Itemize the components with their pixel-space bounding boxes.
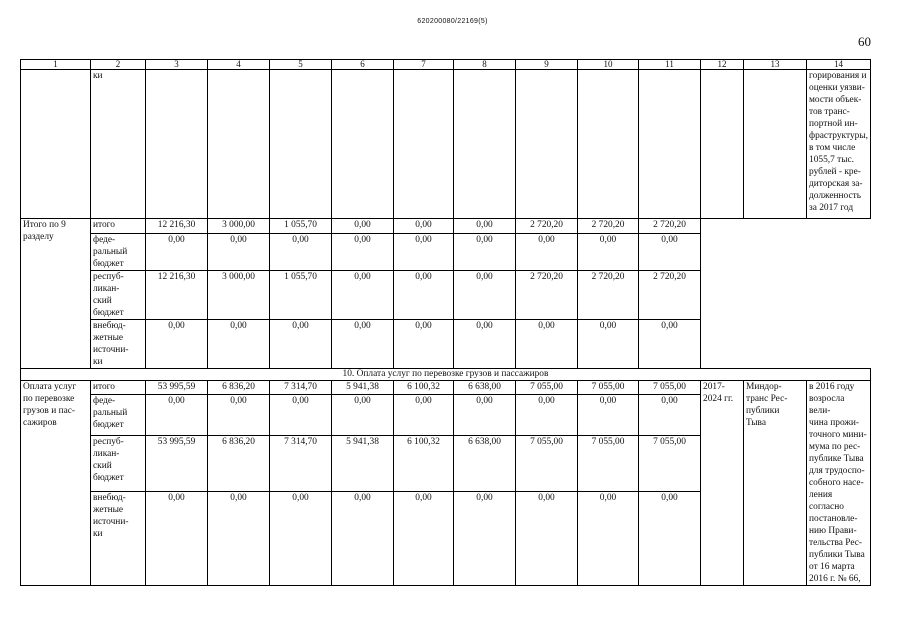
value-cell — [332, 381, 394, 395]
value-cell-text: 6 836,20 — [222, 437, 255, 448]
value-cell — [208, 395, 270, 436]
value-cell-text: 0,00 — [354, 220, 371, 230]
value-cell — [639, 395, 701, 436]
value-cell — [146, 219, 208, 234]
value-cell-text: 7 055,00 — [653, 437, 686, 448]
value-cell — [332, 234, 394, 271]
value-cell — [270, 492, 332, 586]
value-cell — [454, 219, 516, 234]
column-number-text: 9 — [544, 59, 549, 69]
value-cell — [270, 395, 332, 436]
value-cell — [146, 234, 208, 271]
value-cell — [208, 320, 270, 369]
value-cell — [208, 436, 270, 492]
value-cell — [332, 492, 394, 586]
value-cell — [639, 219, 701, 234]
value-cell — [578, 219, 639, 234]
funding-source — [91, 320, 146, 369]
value-cell-text: 0,00 — [599, 321, 617, 331]
value-cell-text: 0,00 — [415, 321, 432, 331]
value-cell-text: 7 314,70 — [284, 437, 317, 448]
value-cell — [208, 381, 270, 395]
value-cell-text: 0,00 — [415, 220, 432, 230]
column-number-text: 1 — [53, 59, 58, 69]
cell-empty — [394, 70, 454, 219]
column-number-text: 3 — [174, 59, 179, 69]
column-number — [394, 60, 454, 70]
value-cell — [332, 219, 394, 234]
value-cell — [208, 234, 270, 271]
value-cell-text: 1 055,70 — [284, 220, 317, 230]
cell-empty — [332, 70, 394, 219]
value-cell — [454, 320, 516, 369]
budget-table — [20, 59, 871, 586]
cell-empty — [516, 70, 578, 219]
value-cell — [146, 271, 208, 320]
column-number-text: 12 — [717, 59, 727, 69]
column-number — [454, 60, 516, 70]
value-cell-text: 3 000,00 — [222, 220, 255, 230]
value-cell — [208, 271, 270, 320]
value-cell — [270, 219, 332, 234]
column-number — [516, 60, 578, 70]
funding-source-text: внебюд- жетные источни- ки — [93, 493, 129, 540]
column-number — [639, 60, 701, 70]
section-title-row — [21, 369, 871, 381]
value-cell-text: 0,00 — [538, 321, 555, 331]
value-cell-text: 0,00 — [661, 235, 678, 245]
value-cell — [146, 320, 208, 369]
value-cell — [516, 492, 578, 586]
value-cell-text: 0,00 — [168, 396, 185, 407]
column-number — [332, 60, 394, 70]
value-cell-text: 0,00 — [354, 235, 371, 245]
value-cell — [208, 219, 270, 234]
row-label-text: Оплата услуг по перевозке грузов и пас- сажиров — [23, 382, 77, 428]
funding-source-text: ки — [93, 71, 103, 81]
value-cell-text: 0,00 — [476, 235, 493, 245]
value-cell — [394, 492, 454, 586]
value-cell — [639, 492, 701, 586]
funding-source-text: итого — [93, 220, 115, 230]
value-cell-text: 2 720,20 — [653, 272, 686, 282]
value-cell-text: 7 055,00 — [530, 437, 563, 448]
column-number — [208, 60, 270, 70]
funding-source-text: внебюд- жетные источни- ки — [93, 321, 129, 367]
value-cell-text: 5 941,38 — [346, 382, 379, 392]
value-cell-text: 0,00 — [354, 321, 371, 331]
value-cell — [454, 492, 516, 586]
cell-empty — [146, 70, 208, 219]
value-cell — [454, 234, 516, 271]
value-cell-text: 0,00 — [292, 396, 309, 407]
cell-empty — [744, 70, 807, 219]
value-cell-text: 7 055,00 — [653, 382, 686, 392]
value-cell-text: 0,00 — [292, 493, 309, 504]
value-cell — [270, 271, 332, 320]
note-text-text: горирования и оценки уязви- мости объек- тов транс- портной ин- фраструктуры, в том числе 1055,7 тыс. рублей - кре- диторская за- долженность за 2017 год — [809, 71, 868, 213]
itogo9-row — [21, 219, 871, 234]
value-cell-text: 0,00 — [661, 493, 678, 504]
value-cell-text: 7 055,00 — [530, 382, 563, 392]
value-cell — [332, 271, 394, 320]
page-number: 60 — [858, 34, 871, 49]
value-cell-text: 6 100,32 — [407, 437, 440, 448]
value-cell-text: 53 995,59 — [157, 382, 196, 392]
value-cell-text: 0,00 — [476, 493, 493, 504]
note-text — [807, 70, 871, 219]
cell-empty — [701, 219, 871, 369]
value-cell-text: 0,00 — [292, 321, 309, 331]
value-cell — [394, 436, 454, 492]
value-cell-text: 0,00 — [415, 493, 432, 504]
value-cell-text: 0,00 — [538, 396, 555, 407]
value-cell — [270, 234, 332, 271]
funding-source — [91, 395, 146, 436]
value-cell-text: 0,00 — [476, 396, 493, 407]
column-number-text: 13 — [770, 59, 780, 69]
value-cell — [332, 320, 394, 369]
funding-source — [91, 436, 146, 492]
value-cell-text: 0,00 — [476, 272, 493, 282]
value-cell-text: 2 720,20 — [591, 272, 625, 282]
value-cell — [516, 381, 578, 395]
header-row — [21, 60, 871, 70]
funding-source-text: респуб- ликан- ский бюджет — [93, 272, 124, 318]
value-cell-text: 0,00 — [661, 321, 678, 331]
column-number-text: 8 — [482, 59, 487, 69]
value-cell-text: 0,00 — [538, 493, 555, 504]
value-cell-text: 0,00 — [538, 235, 555, 245]
value-cell — [146, 436, 208, 492]
column-number-text: 5 — [298, 59, 303, 69]
value-cell — [578, 271, 639, 320]
funding-source — [91, 219, 146, 234]
column-number-text: 4 — [236, 59, 241, 69]
column-number — [270, 60, 332, 70]
row-label — [21, 381, 91, 586]
value-cell — [454, 395, 516, 436]
value-cell-text: 2 720,20 — [653, 220, 686, 230]
funding-source — [91, 70, 146, 219]
value-cell-text: 0,00 — [230, 235, 247, 245]
value-cell — [146, 395, 208, 436]
value-cell-text: 0,00 — [168, 235, 185, 245]
period-cell-text: 2017- 2024 гг. — [703, 382, 734, 404]
value-cell-text: 0,00 — [230, 396, 247, 407]
funding-source — [91, 381, 146, 395]
value-cell-text: 6 100,32 — [407, 382, 440, 392]
section-title-text: 10. Оплата услуг по перевозке грузов и пассажиров — [342, 369, 549, 379]
value-cell-text: 0,00 — [354, 493, 371, 504]
cell-empty — [454, 70, 516, 219]
value-cell — [639, 320, 701, 369]
value-cell — [454, 271, 516, 320]
column-number — [578, 60, 639, 70]
funding-source-text: феде- ральный бюджет — [93, 396, 128, 431]
value-cell-text: 12 216,30 — [157, 220, 196, 230]
value-cell-text: 0,00 — [599, 235, 617, 245]
value-cell-text: 2 720,20 — [591, 220, 625, 230]
section10-row — [21, 381, 871, 395]
value-cell-text: 2 720,20 — [530, 272, 563, 282]
value-cell — [394, 234, 454, 271]
period-cell — [701, 381, 744, 586]
value-cell-text: 6 638,00 — [468, 437, 501, 448]
value-cell — [516, 436, 578, 492]
cell-empty — [270, 70, 332, 219]
value-cell-text: 0,00 — [599, 396, 617, 407]
value-cell — [578, 381, 639, 395]
value-cell — [332, 436, 394, 492]
funding-source-text: респуб- ликан- ский бюджет — [93, 437, 124, 484]
value-cell — [516, 219, 578, 234]
value-cell — [394, 271, 454, 320]
column-number-text: 2 — [115, 59, 121, 69]
cell-empty — [578, 70, 639, 219]
value-cell — [578, 320, 639, 369]
value-cell — [208, 492, 270, 586]
row-label — [21, 219, 91, 369]
column-number-text: 14 — [833, 59, 843, 69]
value-cell-text: 0,00 — [415, 235, 432, 245]
value-cell-text: 0,00 — [354, 272, 371, 282]
value-cell — [454, 381, 516, 395]
value-cell-text: 7 055,00 — [591, 382, 625, 392]
value-cell — [516, 395, 578, 436]
value-cell — [578, 395, 639, 436]
document-id: 620200080/22169(5) — [417, 18, 488, 25]
value-cell-text: 0,00 — [230, 321, 247, 331]
value-cell — [394, 381, 454, 395]
column-number — [701, 60, 744, 70]
value-cell-text: 0,00 — [415, 272, 432, 282]
column-number-text: 10 — [603, 59, 613, 69]
value-cell — [146, 381, 208, 395]
note-text-text: в 2016 году возросла вели- чина прожи- точного мини- мума по рес- публике Тыва для трудоспо- собного насе- ления согласно постановле- нию Прави- тельства Рес- публики Тыва от 16 марта 2016 г. № 66, — [809, 382, 867, 584]
column-number — [21, 60, 91, 70]
value-cell — [578, 234, 639, 271]
value-cell — [270, 320, 332, 369]
value-cell-text: 0,00 — [661, 396, 678, 407]
column-number-text: 6 — [360, 59, 365, 69]
value-cell-text: 6 638,00 — [468, 382, 501, 392]
cell-empty — [639, 70, 701, 219]
column-number — [807, 60, 871, 70]
value-cell — [516, 271, 578, 320]
value-cell — [639, 436, 701, 492]
value-cell — [454, 436, 516, 492]
column-number — [91, 60, 146, 70]
value-cell — [639, 234, 701, 271]
cell-empty — [701, 70, 744, 219]
funding-source — [91, 271, 146, 320]
value-cell-text: 0,00 — [292, 235, 309, 245]
table-body — [21, 60, 871, 586]
value-cell — [394, 395, 454, 436]
value-cell-text: 5 941,38 — [346, 437, 379, 448]
value-cell — [394, 219, 454, 234]
funding-source-text: итого — [93, 382, 115, 392]
cell-empty — [208, 70, 270, 219]
value-cell — [639, 271, 701, 320]
executor-cell — [744, 381, 807, 586]
value-cell — [270, 436, 332, 492]
column-number — [146, 60, 208, 70]
value-cell-text: 0,00 — [230, 493, 247, 504]
value-cell-text: 0,00 — [415, 396, 432, 407]
value-cell-text: 53 995,59 — [157, 437, 196, 448]
value-cell — [578, 436, 639, 492]
value-cell-text: 3 000,00 — [222, 272, 255, 282]
column-number-text: 7 — [421, 59, 426, 69]
section-title — [21, 369, 871, 381]
value-cell-text: 7 314,70 — [284, 382, 317, 392]
value-cell-text: 0,00 — [354, 396, 371, 407]
value-cell-text: 0,00 — [599, 493, 617, 504]
funding-source — [91, 492, 146, 586]
value-cell — [578, 492, 639, 586]
value-cell-text: 12 216,30 — [157, 272, 196, 282]
cell-empty — [21, 70, 91, 219]
value-cell-text: 1 055,70 — [284, 272, 317, 282]
note-text — [807, 381, 871, 586]
value-cell-text: 0,00 — [168, 493, 185, 504]
row-label-text: Итого по 9 разделу — [23, 220, 66, 242]
value-cell — [332, 395, 394, 436]
value-cell — [516, 320, 578, 369]
value-cell — [270, 381, 332, 395]
value-cell — [516, 234, 578, 271]
value-cell-text: 7 055,00 — [591, 437, 625, 448]
value-cell-text: 2 720,20 — [530, 220, 563, 230]
value-cell-text: 0,00 — [476, 220, 493, 230]
continuation-row — [21, 70, 871, 219]
value-cell — [394, 320, 454, 369]
value-cell-text: 0,00 — [476, 321, 493, 331]
column-number — [744, 60, 807, 70]
executor-cell-text: Миндор- транс Рес- публики Тыва — [746, 382, 788, 428]
column-number-text: 11 — [665, 59, 674, 69]
value-cell — [639, 381, 701, 395]
funding-source-text: феде- ральный бюджет — [93, 235, 128, 269]
value-cell-text: 0,00 — [168, 321, 185, 331]
funding-source — [91, 234, 146, 271]
value-cell-text: 6 836,20 — [222, 382, 255, 392]
value-cell — [146, 492, 208, 586]
